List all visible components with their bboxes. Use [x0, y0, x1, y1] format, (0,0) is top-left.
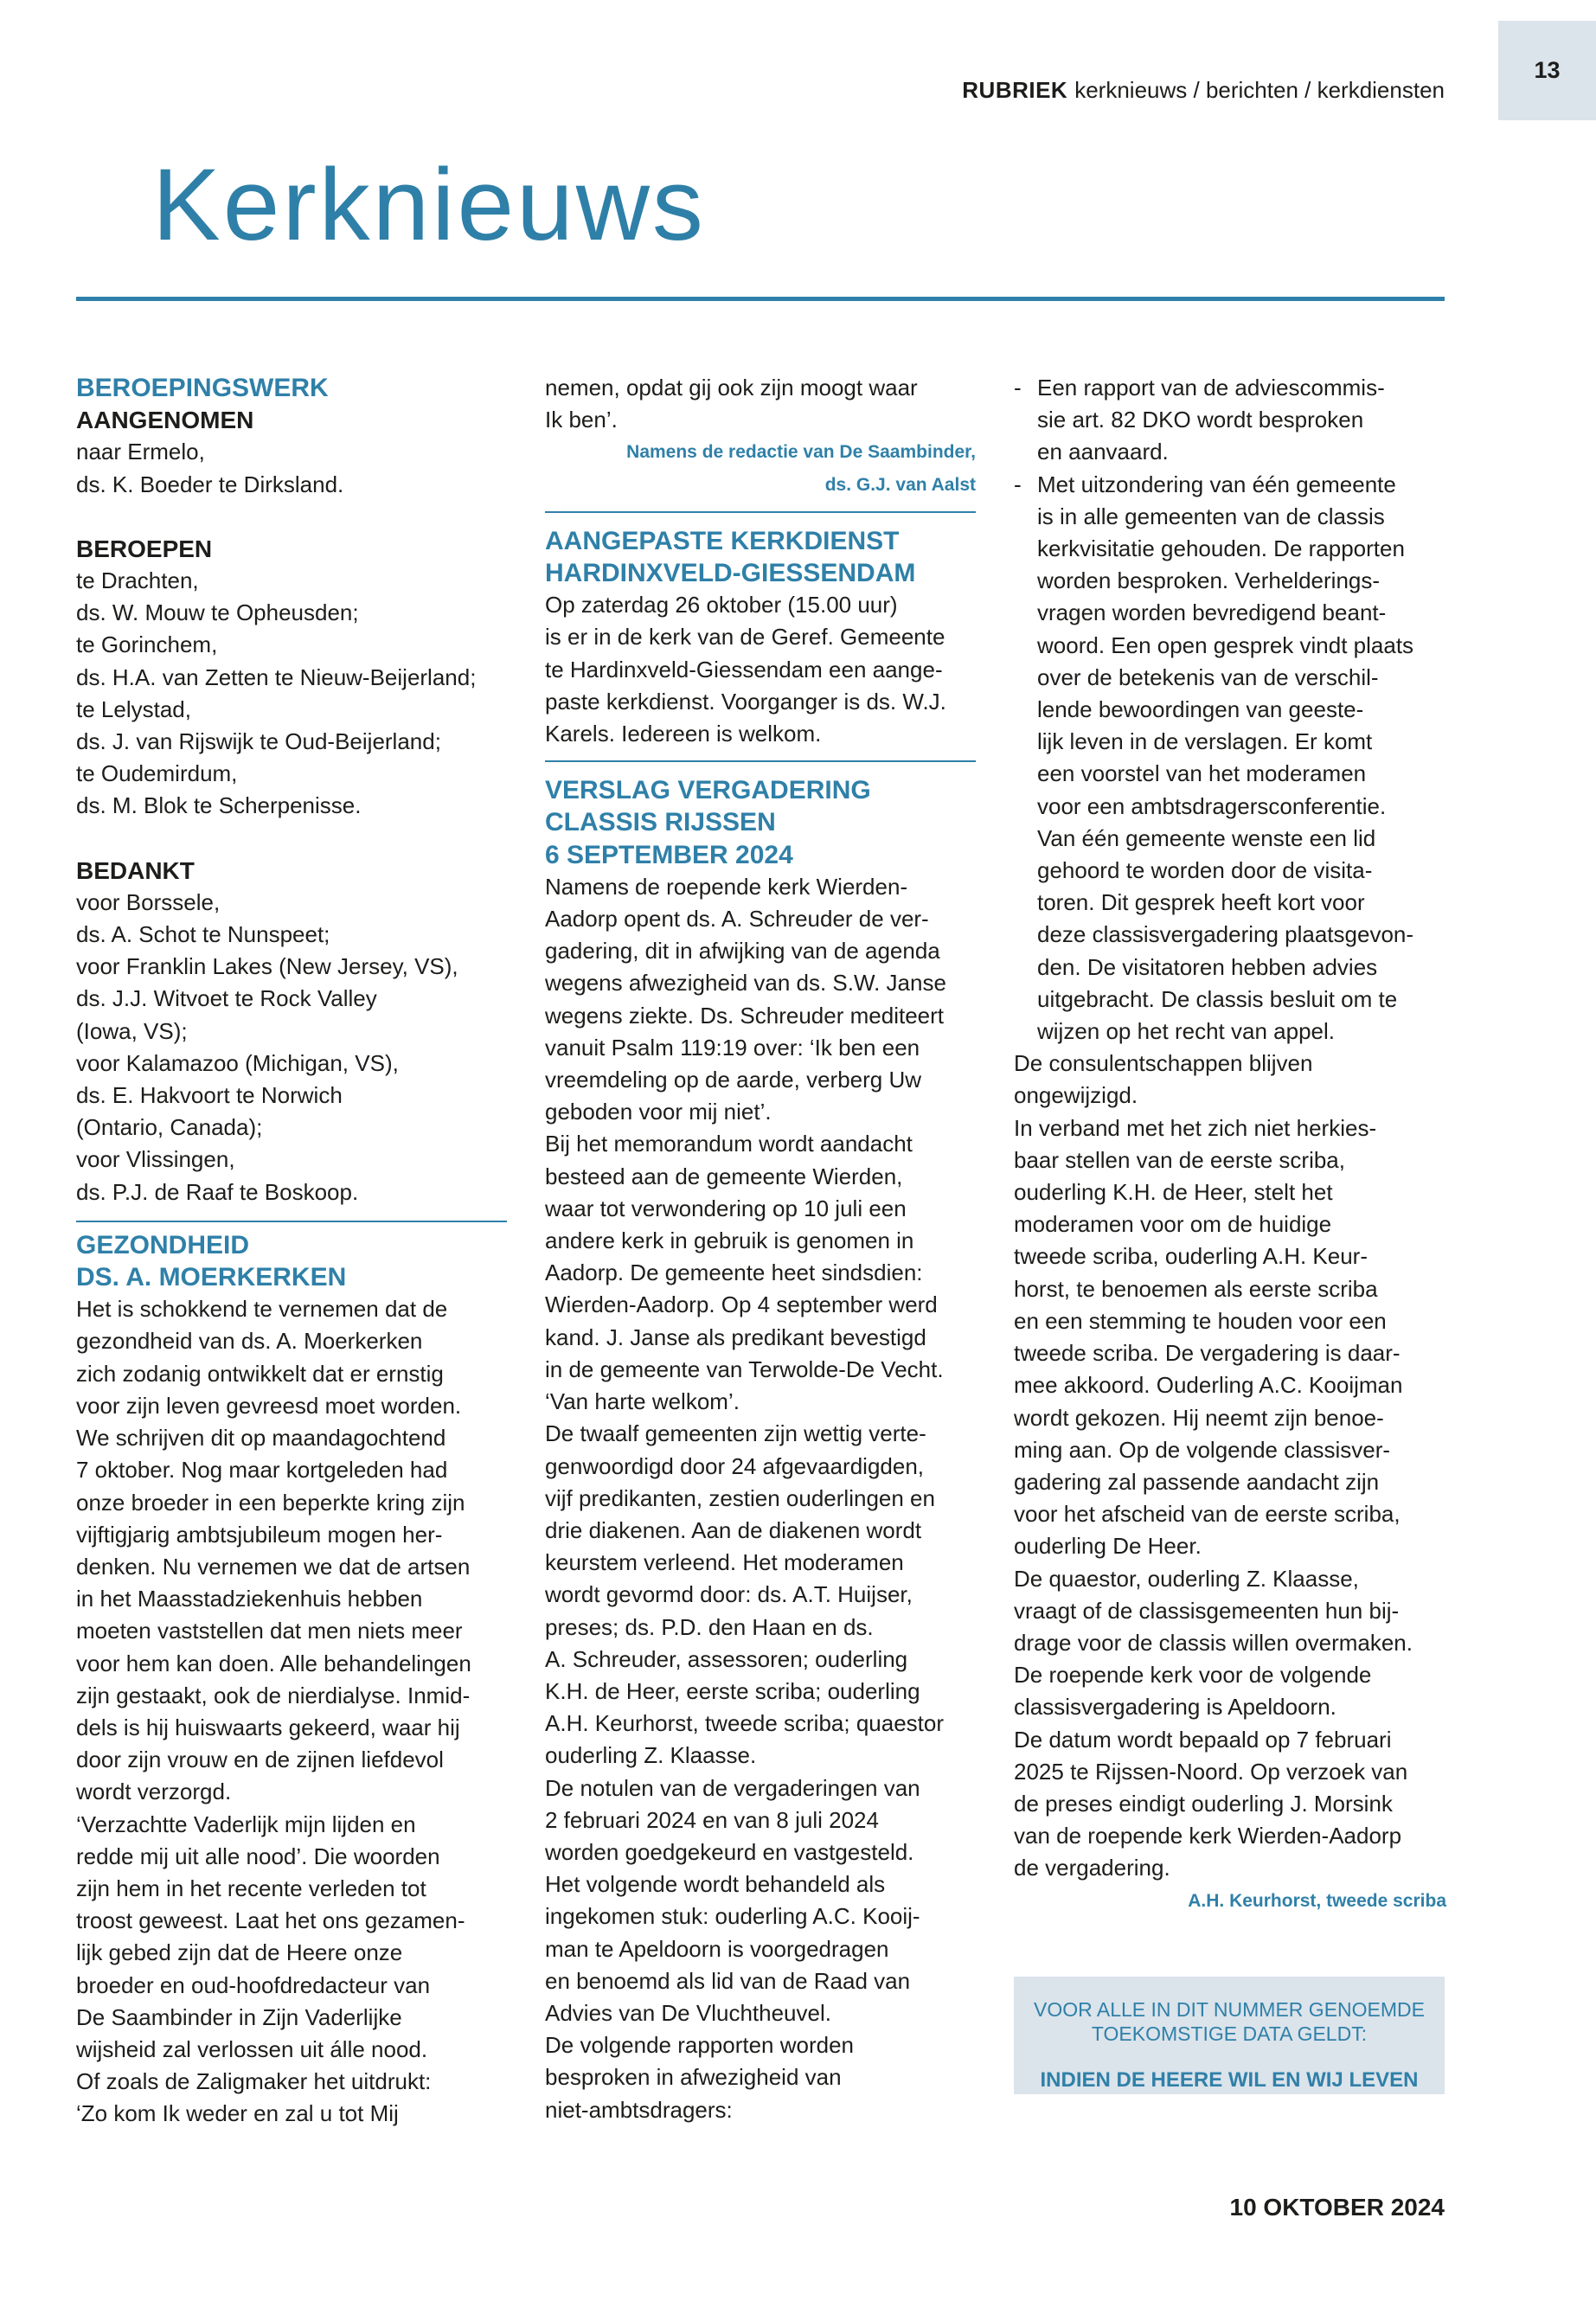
- footer-date: 10 OKTOBER 2024: [1229, 2194, 1445, 2221]
- text-line: tweede scriba, ouderling A.H. Keur-: [1014, 1243, 1368, 1270]
- text-line: We schrijven dit op maandagochtend: [76, 1425, 446, 1452]
- text-line: kerkvisitatie gehouden. De rapporten: [1037, 535, 1405, 562]
- text-line: vreemdeling op de aarde, verberg Uw: [545, 1067, 922, 1093]
- text-line: ouderling Z. Klaasse.: [545, 1742, 757, 1769]
- text-line: in de gemeente van Terwolde-De Vecht.: [545, 1356, 944, 1382]
- subheading-bedankt: BEDANKT: [76, 856, 195, 884]
- text-line: de vergadering.: [1014, 1855, 1170, 1881]
- text-line: Op zaterdag 26 oktober (15.00 uur): [545, 592, 898, 619]
- text-line: Van één gemeente wenste een lid: [1037, 824, 1376, 851]
- subheading-beroepen: BEROEPEN: [76, 535, 213, 562]
- text-line: ‘Van harte welkom’.: [545, 1388, 740, 1415]
- text-line: Wierden-Aadorp. Op 4 september werd: [545, 1292, 938, 1318]
- text-line: een voorstel van het moderamen: [1037, 760, 1367, 787]
- text-line: ds. J. van Rijswijk te Oud-Beijerland;: [76, 728, 441, 755]
- text-line: De notulen van de vergaderingen van: [545, 1774, 920, 1801]
- text-line: te Oudemirdum,: [76, 760, 238, 787]
- text-line: drie diakenen. Aan de diakenen wordt: [545, 1516, 922, 1543]
- section-heading-gezondheid: GEZONDHEID: [76, 1230, 250, 1259]
- text-line: zich zodanig ontwikkelt dat er ernstig: [76, 1360, 444, 1387]
- text-line: vraagt of de classisgemeenten hun bij-: [1014, 1597, 1400, 1624]
- info-box-text: [1014, 1997, 1445, 2046]
- text-line: wegens ziekte. Ds. Schreuder mediteert: [545, 1002, 944, 1029]
- text-line: A.H. Keurhorst, tweede scriba; quaestor: [545, 1710, 945, 1737]
- gezondheid-body: [76, 1293, 507, 2130]
- text-line: is in alle gemeenten van de classis: [1037, 503, 1385, 529]
- text-line: classisvergadering is Apeldoorn.: [1014, 1694, 1336, 1721]
- text-line: baar stellen van de eerste scriba,: [1014, 1146, 1345, 1173]
- text-line: K.H. de Heer, eerste scriba; ouderling: [545, 1677, 920, 1704]
- text-line: tweede scriba. De vergadering is daar-: [1014, 1340, 1401, 1367]
- text-line: de preses eindigt ouderling J. Morsink: [1014, 1790, 1393, 1817]
- text-line: ‘Verzachtte Vaderlijk mijn lijden en: [76, 1811, 416, 1837]
- text-line: man te Apeldoorn is voorgedragen: [545, 1935, 889, 1962]
- text-line: wordt gekozen. Hij neemt zijn benoe-: [1014, 1404, 1384, 1431]
- section-heading-moerkerken: DS. A. MOERKERKEN: [76, 1263, 347, 1292]
- text-line: Of zoals de Zaligmaker het uitdrukt:: [76, 2068, 432, 2095]
- text-line: zijn gestaakt, ook de nierdialyse. Inmid-: [76, 1682, 471, 1708]
- text-line: wordt gevormd door: ds. A.T. Huijser,: [545, 1581, 913, 1608]
- beroepen-list: [76, 565, 507, 823]
- text-line: in het Maasstadziekenhuis hebben: [76, 1586, 423, 1612]
- text-line: vanuit Psalm 119:19 over: ‘Ik ben een: [545, 1034, 920, 1061]
- info-box-emphasis: INDIEN DE HEERE WIL EN WIJ LEVEN: [1040, 2068, 1419, 2092]
- text-line: lijk gebed zijn dat de Heere onze: [76, 1939, 403, 1966]
- list-item: [1014, 469, 1446, 1048]
- text-line: te Hardinxveld-Giessendam een aange-: [545, 656, 943, 683]
- section-heading-date: 6 SEPTEMBER 2024: [545, 840, 793, 869]
- text-line: moeten vaststellen dat men niets meer: [76, 1618, 463, 1644]
- bullet-dash: -: [1014, 375, 1022, 401]
- text-line: den. De visitatoren hebben advies: [1037, 953, 1378, 980]
- signature-van-aalst: ds. G.J. van Aalst: [824, 474, 976, 495]
- section-header: [962, 77, 1445, 104]
- text-line: voor Franklin Lakes (New Jersey, VS),: [76, 953, 458, 980]
- text-line: (Iowa, VS);: [76, 1017, 188, 1044]
- text-line: onze broeder in een beperkte kring zijn: [76, 1489, 465, 1516]
- text-line: andere kerk in gebruik is genomen in: [545, 1227, 914, 1254]
- text-line: redde mij uit alle nood’. Die woorden: [76, 1843, 440, 1869]
- text-line: ouderling K.H. de Heer, stelt het: [1014, 1179, 1333, 1206]
- page-title: Kerknieuws: [152, 148, 706, 262]
- text-line: voor Kalamazoo (Michigan, VS),: [76, 1049, 399, 1076]
- bullet-dash: -: [1014, 471, 1022, 497]
- text-line: voor Borssele,: [76, 888, 221, 915]
- section-heading-classis-rijssen: CLASSIS RIJSSEN: [545, 808, 776, 837]
- text-line: uitgebracht. De classis besluit om te: [1037, 985, 1398, 1012]
- text-line: en benoemd als lid van de Raad van: [545, 1967, 911, 1994]
- text-line: De volgende rapporten worden: [545, 2032, 855, 2059]
- info-box: [1014, 1977, 1445, 2094]
- text-line: gezondheid van ds. A. Moerkerken: [76, 1328, 423, 1355]
- section-heading-beroepingswerk: BEROEPINGSWERK: [76, 374, 329, 402]
- rubriek-label: RUBRIEK: [962, 77, 1068, 103]
- text-line: broeder en oud-hoofdredacteur van: [76, 1971, 431, 1998]
- text-line: en een stemming te houden voor een: [1014, 1307, 1387, 1334]
- section-heading-hardinxveld: HARDINXVELD-GIESSENDAM: [545, 559, 916, 588]
- text-line: besproken in afwezigheid van: [545, 2064, 842, 2091]
- text-line: ds. J.J. Witvoet te Rock Valley: [76, 985, 377, 1012]
- text-line: ds. M. Blok te Scherpenisse.: [76, 792, 362, 819]
- text-line: is er in de kerk van de Geref. Gemeente: [545, 624, 945, 651]
- text-line: van de roepende kerk Wierden-Aadorp: [1014, 1823, 1402, 1849]
- text-line: preses; ds. P.D. den Haan en ds.: [545, 1613, 874, 1640]
- text-line: ds. K. Boeder te Dirksland.: [76, 471, 344, 497]
- text-line: ds. H.A. van Zetten te Nieuw-Beijerland;: [76, 663, 477, 690]
- title-divider: [76, 297, 1445, 301]
- verslag-body: [545, 871, 976, 2126]
- text-line: paste kerkdienst. Voorganger is ds. W.J.: [545, 688, 946, 715]
- text-line: voor hem kan doen. Alle behandelingen: [76, 1650, 471, 1676]
- verslag-continued: [1014, 1048, 1446, 1884]
- text-line: en aanvaard.: [1037, 439, 1169, 465]
- text-line: niet-ambtsdragers:: [545, 2096, 733, 2123]
- text-line: voor zijn leven gevreesd moet worden.: [76, 1392, 462, 1419]
- text-line: ds. A. Schot te Nunspeet;: [76, 921, 330, 948]
- text-line: (Ontario, Canada);: [76, 1114, 263, 1141]
- text-line: ouderling De Heer.: [1014, 1533, 1202, 1560]
- text-line: vragen worden bevredigend beant-: [1037, 599, 1387, 626]
- column-2: [545, 372, 976, 2126]
- text-line: gadering, dit in afwijking van de agenda: [545, 938, 940, 965]
- signature-redactie: Namens de redactie van De Saambinder,: [626, 442, 976, 463]
- text-line: mee akkoord. Ouderling A.C. Kooijman: [1014, 1372, 1403, 1399]
- text-line: naar Ermelo,: [76, 439, 205, 465]
- text-line: ds. P.J. de Raaf te Boskoop.: [76, 1178, 359, 1205]
- text-line: worden goedgekeurd en vastgesteld.: [545, 1838, 914, 1865]
- aangepaste-body: [545, 589, 976, 750]
- text-line: keurstem verleend. Het moderamen: [545, 1549, 904, 1576]
- text-line: Karels. Iedereen is welkom.: [545, 721, 822, 747]
- text-line: zijn hem in het recente verleden tot: [76, 1875, 426, 1901]
- text-line: ingekomen stuk: ouderling A.C. Kooij-: [545, 1903, 920, 1930]
- text-line: lijk leven in de verslagen. Er komt: [1037, 728, 1373, 755]
- text-line: worden besproken. Verhelderings-: [1037, 567, 1381, 594]
- text-line: voor het afscheid van de eerste scriba,: [1014, 1501, 1401, 1528]
- text-line: voor Vlissingen,: [76, 1146, 235, 1173]
- text-line: Bij het memorandum wordt aandacht: [545, 1131, 913, 1157]
- text-line: horst, te benoemen als eerste scriba: [1014, 1275, 1378, 1302]
- section-divider: [76, 1221, 507, 1222]
- text-line: De quaestor, ouderling Z. Klaasse,: [1014, 1565, 1359, 1592]
- text-line: wordt verzorgd.: [76, 1779, 232, 1805]
- text-line: Advies van De Vluchtheuvel.: [545, 1999, 831, 2026]
- text-line: Ik ben’.: [545, 407, 618, 433]
- bedankt-list: [76, 887, 507, 1208]
- text-line: De consulentschappen blijven: [1014, 1050, 1313, 1077]
- column-1: [76, 372, 507, 2131]
- text-line: 2025 te Rijssen-Noord. Op verzoek van: [1014, 1758, 1408, 1785]
- text-line: te Gorinchem,: [76, 631, 218, 658]
- text-line: waar tot verwondering op 10 juli een: [545, 1195, 907, 1221]
- text-line: denken. Nu vernemen we dat de artsen: [76, 1553, 471, 1580]
- text-line: drage voor de classis willen overmaken.: [1014, 1629, 1413, 1656]
- text-line: genwoordigd door 24 afgevaardigden,: [545, 1452, 925, 1479]
- text-line: gadering zal passende aandacht zijn: [1014, 1468, 1380, 1495]
- text-line: Aadorp. De gemeente heet sindsdien:: [545, 1259, 923, 1286]
- text-line: gehoord te worden door de visita-: [1037, 857, 1373, 884]
- aangenomen-list: [76, 436, 507, 500]
- info-line-1: VOOR ALLE IN DIT NUMMER GENOEMDE: [1034, 1998, 1425, 2021]
- text-line: troost geweest. Laat het ons gezamen-: [76, 1907, 465, 1934]
- text-line: In verband met het zich niet herkies-: [1014, 1114, 1377, 1141]
- text-line: Met uitzondering van één gemeente: [1037, 471, 1396, 497]
- section-heading-aangepaste-kerkdienst: AANGEPASTE KERKDIENST: [545, 526, 900, 555]
- text-line: De roepende kerk voor de volgende: [1014, 1662, 1372, 1689]
- text-line: ds. E. Hakvoort te Norwich: [76, 1082, 343, 1109]
- text-line: deze classisvergadering plaatsgevon-: [1037, 921, 1414, 948]
- text-line: Een rapport van de adviescommis-: [1037, 375, 1385, 401]
- text-line: vijf predikanten, zestien ouderlingen en: [545, 1484, 935, 1511]
- text-line: te Drachten,: [76, 567, 199, 594]
- text-line: A. Schreuder, assessoren; ouderling: [545, 1645, 908, 1672]
- text-line: sie art. 82 DKO wordt besproken: [1037, 407, 1364, 433]
- column-3: [1014, 372, 1446, 1917]
- text-line: te Lelystad,: [76, 695, 191, 722]
- text-line: toren. Dit gesprek heeft kort voor: [1037, 889, 1365, 916]
- text-line: lende bewoordingen van geeste-: [1037, 696, 1364, 723]
- text-line: ‘Zo kom Ik weder en zal u tot Mij: [76, 2100, 399, 2127]
- signature-keurhorst: A.H. Keurhorst, tweede scriba: [1188, 1890, 1446, 1911]
- section-divider: [545, 760, 976, 762]
- text-line: wijsheid zal verlossen uit álle nood.: [76, 2035, 428, 2062]
- text-line: 7 oktober. Nog maar kortgeleden had: [76, 1457, 448, 1484]
- text-line: Het volgende wordt behandeld als: [545, 1871, 886, 1898]
- info-line-2: TOEKOMSTIGE DATA GELDT:: [1091, 2022, 1368, 2045]
- text-line: besteed aan de gemeente Wierden,: [545, 1163, 903, 1189]
- text-line: wegens afwezigheid van ds. S.W. Janse: [545, 970, 946, 997]
- text-line: Namens de roepende kerk Wierden-: [545, 873, 908, 900]
- subheading-aangenomen: AANGENOMEN: [76, 407, 254, 434]
- text-line: De datum wordt bepaald op 7 februari: [1014, 1726, 1392, 1753]
- text-line: De twaalf gemeenten zijn wettig verte-: [545, 1420, 926, 1447]
- text-line: ds. W. Mouw te Opheusden;: [76, 599, 359, 626]
- text-line: 2 februari 2024 en van 8 juli 2024: [545, 1806, 879, 1833]
- text-line: moderamen voor om de huidige: [1014, 1211, 1332, 1238]
- section-divider: [545, 511, 976, 513]
- text-line: Aadorp opent ds. A. Schreuder de ver-: [545, 906, 929, 933]
- text-line: Het is schokkend te vernemen dat de: [76, 1296, 448, 1323]
- text-line: door zijn vrouw en de zijnen liefdevol: [76, 1747, 444, 1773]
- page-number: 13: [1534, 57, 1561, 83]
- text-line: De Saambinder in Zijn Vaderlijke: [76, 2003, 402, 2030]
- text-line: ongewijzigd.: [1014, 1082, 1138, 1109]
- text-line: voor een ambtsdragersconferentie.: [1037, 792, 1387, 819]
- text-line: woord. Een open gesprek vindt plaats: [1037, 631, 1414, 658]
- text-line: over de betekenis van de verschil-: [1037, 663, 1379, 690]
- text-line: dels is hij huiswaarts gekeerd, waar hij: [76, 1714, 460, 1740]
- text-line: kand. J. Janse als predikant bevestigd: [545, 1324, 926, 1350]
- text-line: geboden voor mij niet’.: [545, 1099, 772, 1125]
- text-line: nemen, opdat gij ook zijn moogt waar: [545, 375, 918, 401]
- text-line: wijzen op het recht van appel.: [1037, 1018, 1335, 1045]
- section-heading-verslag: VERSLAG VERGADERING: [545, 776, 871, 805]
- list-item: [1014, 372, 1446, 469]
- text-line: vijftigjarig ambtsjubileum mogen her-: [76, 1521, 443, 1548]
- page-number-tab: [1498, 21, 1596, 120]
- rubriek-text: kerknieuws / berichten / kerkdiensten: [1074, 77, 1445, 103]
- text-line: ming aan. Op de volgende classisver-: [1014, 1436, 1391, 1463]
